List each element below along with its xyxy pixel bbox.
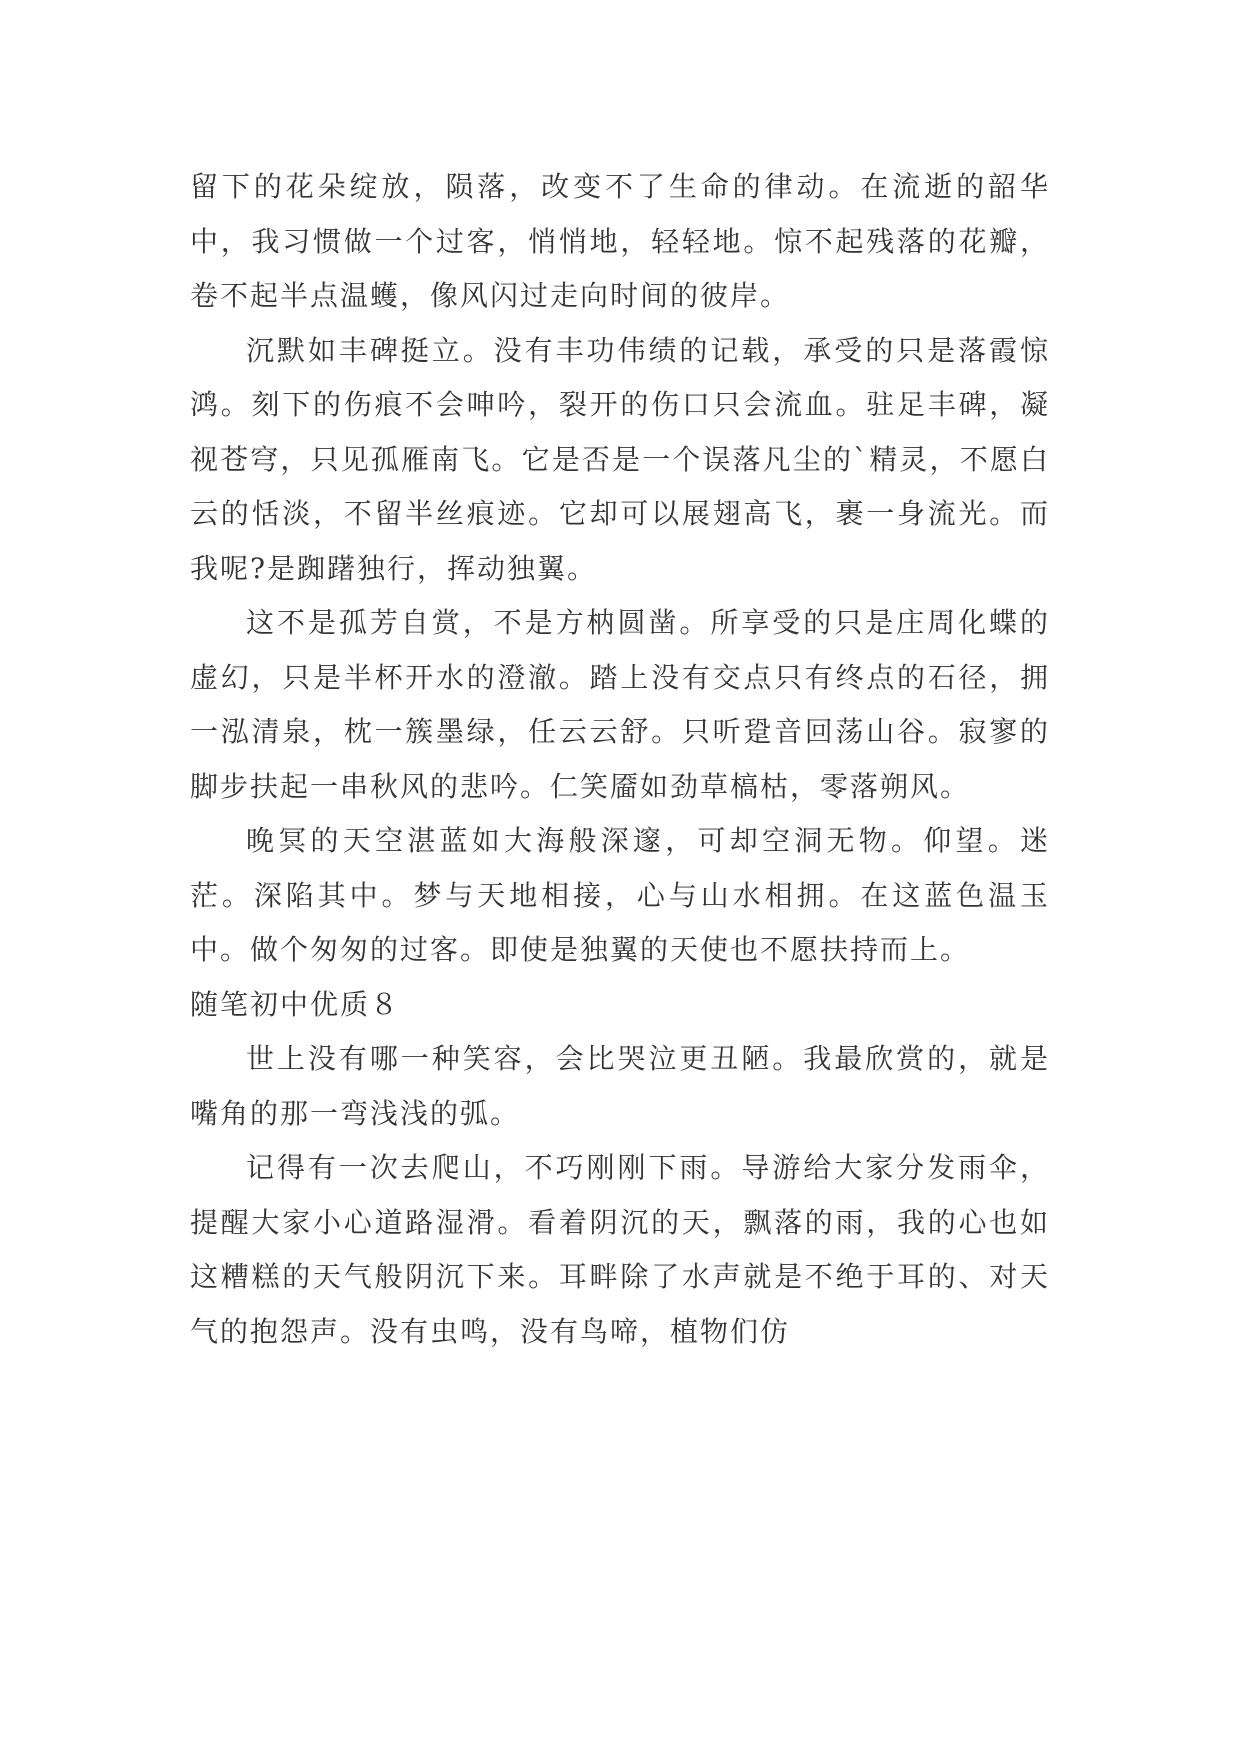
paragraph: 这不是孤芳自赏，不是方枘圆凿。所享受的只是庄周化蝶的虚幻，只是半杯开水的澄澈。踏上没有交点只有终点的石径，拥一泓清泉，枕一簇墨绿，任云云舒。只听跫音回荡山谷。寂寥的脚步扶起一串秋风的悲吟。仁笑靥如劲草槁枯，零落朔风。 [190,606,1050,803]
paragraph: 记得有一次去爬山，不巧刚刚下雨。导游给大家分发雨伞，提醒大家小心道路湿滑。看着阴沉的天，飘落的雨，我的心也如这糟糕的天气般阴沉下来。耳畔除了水声就是不绝于耳的、对天气的抱怨声。没有虫鸣，没有鸟啼，植物们仿 [190,1151,1050,1348]
paragraph: 留下的花朵绽放，陨落，改变不了生命的律动。在流逝的韶华中，我习惯做一个过客，悄悄地，轻轻地。惊不起残落的花瓣，卷不起半点温蠖，像风闪过走向时间的彼岸。 [190,170,1050,312]
paragraph: 沉默如丰碑挺立。没有丰功伟绩的记载，承受的只是落霞惊鸿。刻下的伤痕不会呻吟，裂开的伤口只会流血。驻足丰碑，凝视苍穹，只见孤雁南飞。它是否是一个误落凡尘的`精灵，不愿白云的恬淡，不留半丝痕迹。它却可以展翅高飞，裹一身流光。而我呢?是踟躇独行，挥动独翼。 [190,333,1050,585]
document-body [190,160,1050,1359]
paragraph: 世上没有哪一种笑容，会比哭泣更丑陋。我最欣赏的，就是嘴角的那一弯浅浅的弧。 [190,1042,1050,1130]
paragraph: 晚冥的天空湛蓝如大海般深邃，可却空洞无物。仰望。迷茫。深陷其中。梦与天地相接，心与山水相拥。在这蓝色温玉中。做个匆匆的过客。即使是独翼的天使也不愿扶持而上。 [190,824,1050,966]
section-heading: 随笔初中优质８ [190,987,401,1021]
